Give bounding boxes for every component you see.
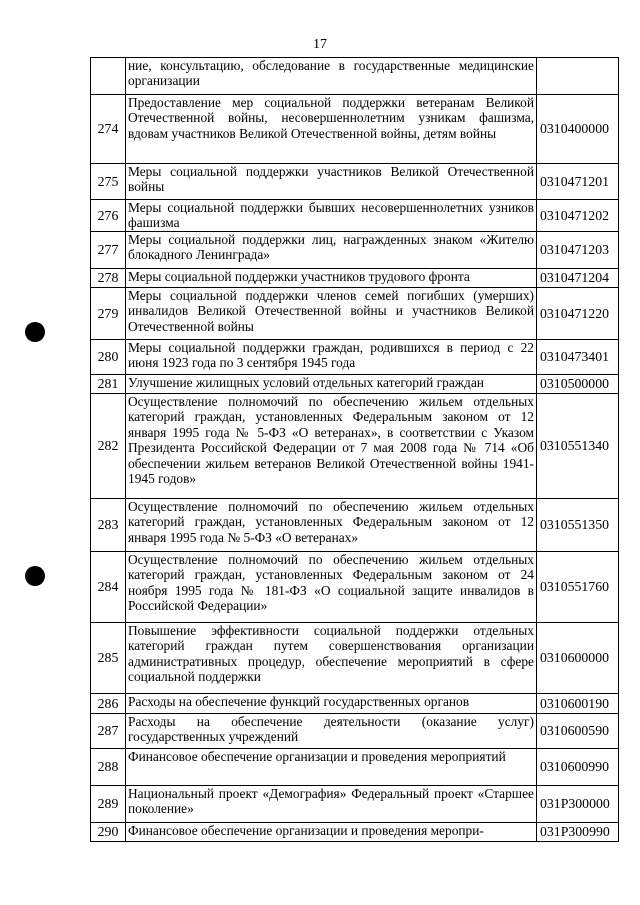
row-description: Осуществление полномочий по обеспечению жильем отдельных категорий граждан, установленных Федеральным законом от 12 января 1995 года № 5-ФЗ «О ветеранах», в соответствии с Указом Президента Российской Федерации от 7 мая 2008 года № 714 «Об обеспечении жильем ветеранов Великой Отечественной войны 1941-1945 годов» — [126, 394, 537, 499]
row-code: 0310600190 — [537, 694, 619, 714]
table-row — [91, 552, 619, 623]
table-row — [91, 823, 619, 842]
page-number: 17 — [313, 37, 327, 52]
table-row — [91, 749, 619, 786]
row-code: 0310473401 — [537, 340, 619, 375]
row-description: Меры социальной поддержки лиц, награжденных знаком «Жителю блокадного Ленинграда» — [126, 232, 537, 269]
row-number: 278 — [91, 269, 126, 288]
row-number: 275 — [91, 164, 126, 200]
row-number: 282 — [91, 394, 126, 499]
row-description: Национальный проект «Демография» Федеральный проект «Старшее поколение» — [126, 786, 537, 823]
table-row — [91, 786, 619, 823]
table-row — [91, 232, 619, 269]
row-number: 284 — [91, 552, 126, 623]
binder-hole-mark — [25, 566, 45, 586]
row-number: 274 — [91, 95, 126, 164]
row-description: Расходы на обеспечение функций государственных органов — [126, 694, 537, 714]
row-code: 0310551340 — [537, 394, 619, 499]
row-number: 287 — [91, 714, 126, 749]
row-number: 288 — [91, 749, 126, 786]
row-number: 276 — [91, 200, 126, 232]
row-code: 0310600590 — [537, 714, 619, 749]
table-row — [91, 694, 619, 714]
row-description: Повышение эффективности социальной поддержки отдельных категорий граждан путем совершенствования организации административных процедур, обеспечение мероприятий в сфере социальной поддержки — [126, 623, 537, 694]
table-row — [91, 288, 619, 340]
row-number: 289 — [91, 786, 126, 823]
table-row — [91, 164, 619, 200]
table-row — [91, 623, 619, 694]
row-number: 290 — [91, 823, 126, 842]
row-description: Предоставление мер социальной поддержки ветеранам Великой Отечественной войны, несовершеннолетним узникам фашизма, вдовам участников Великой Отечественной войны, детям войны — [126, 95, 537, 164]
row-description: Финансовое обеспечение организации и проведения меропри- — [126, 823, 537, 842]
row-code: 031P300990 — [537, 823, 619, 842]
row-number: 286 — [91, 694, 126, 714]
row-code — [537, 58, 619, 95]
row-code: 0310600990 — [537, 749, 619, 786]
table-row — [91, 58, 619, 95]
table-row — [91, 714, 619, 749]
row-code: 0310551760 — [537, 552, 619, 623]
row-number: 277 — [91, 232, 126, 269]
row-number: 281 — [91, 375, 126, 394]
table-row — [91, 269, 619, 288]
table-row — [91, 340, 619, 375]
row-number: 280 — [91, 340, 126, 375]
row-code: 0310471202 — [537, 200, 619, 232]
row-code: 0310471204 — [537, 269, 619, 288]
row-number: 285 — [91, 623, 126, 694]
table-row — [91, 95, 619, 164]
row-description: Меры социальной поддержки членов семей погибших (умерших) инвалидов Великой Отечественной войны и участников Великой Отечественной войны — [126, 288, 537, 340]
row-description: Осуществление полномочий по обеспечению жильем отдельных категорий граждан, установленных Федеральным законом от 24 ноября 1995 года № 181-ФЗ «О социальной защите инвалидов в Российской Федерации» — [126, 552, 537, 623]
table-row — [91, 499, 619, 552]
row-description: Меры социальной поддержки участников трудового фронта — [126, 269, 537, 288]
row-description: Осуществление полномочий по обеспечению жильем отдельных категорий граждан, установленных Федеральным законом от 12 января 1995 года № 5-ФЗ «О ветеранах» — [126, 499, 537, 552]
row-description: Улучшение жилищных условий отдельных категорий граждан — [126, 375, 537, 394]
table-row — [91, 375, 619, 394]
row-description: ние, консультацию, обследование в государственные медицинские организации — [126, 58, 537, 95]
row-number: 279 — [91, 288, 126, 340]
row-number: 283 — [91, 499, 126, 552]
row-code: 0310500000 — [537, 375, 619, 394]
row-code: 0310600000 — [537, 623, 619, 694]
row-description: Меры социальной поддержки участников Великой Отечественной войны — [126, 164, 537, 200]
row-code: 0310471203 — [537, 232, 619, 269]
row-code: 031P300000 — [537, 786, 619, 823]
row-description: Расходы на обеспечение деятельности (оказание услуг) государственных учреждений — [126, 714, 537, 749]
table-row — [91, 394, 619, 499]
binder-hole-mark — [25, 322, 45, 342]
row-code: 0310551350 — [537, 499, 619, 552]
row-description: Меры социальной поддержки бывших несовершеннолетних узников фашизма — [126, 200, 537, 232]
row-code: 0310471201 — [537, 164, 619, 200]
table-row — [91, 200, 619, 232]
classification-table — [90, 57, 619, 842]
row-description: Меры социальной поддержки граждан, родившихся в период с 22 июня 1923 года по 3 сентября 1945 года — [126, 340, 537, 375]
row-number — [91, 58, 126, 95]
row-code: 0310471220 — [537, 288, 619, 340]
row-description: Финансовое обеспечение организации и проведения мероприятий — [126, 749, 537, 786]
row-code: 0310400000 — [537, 95, 619, 164]
